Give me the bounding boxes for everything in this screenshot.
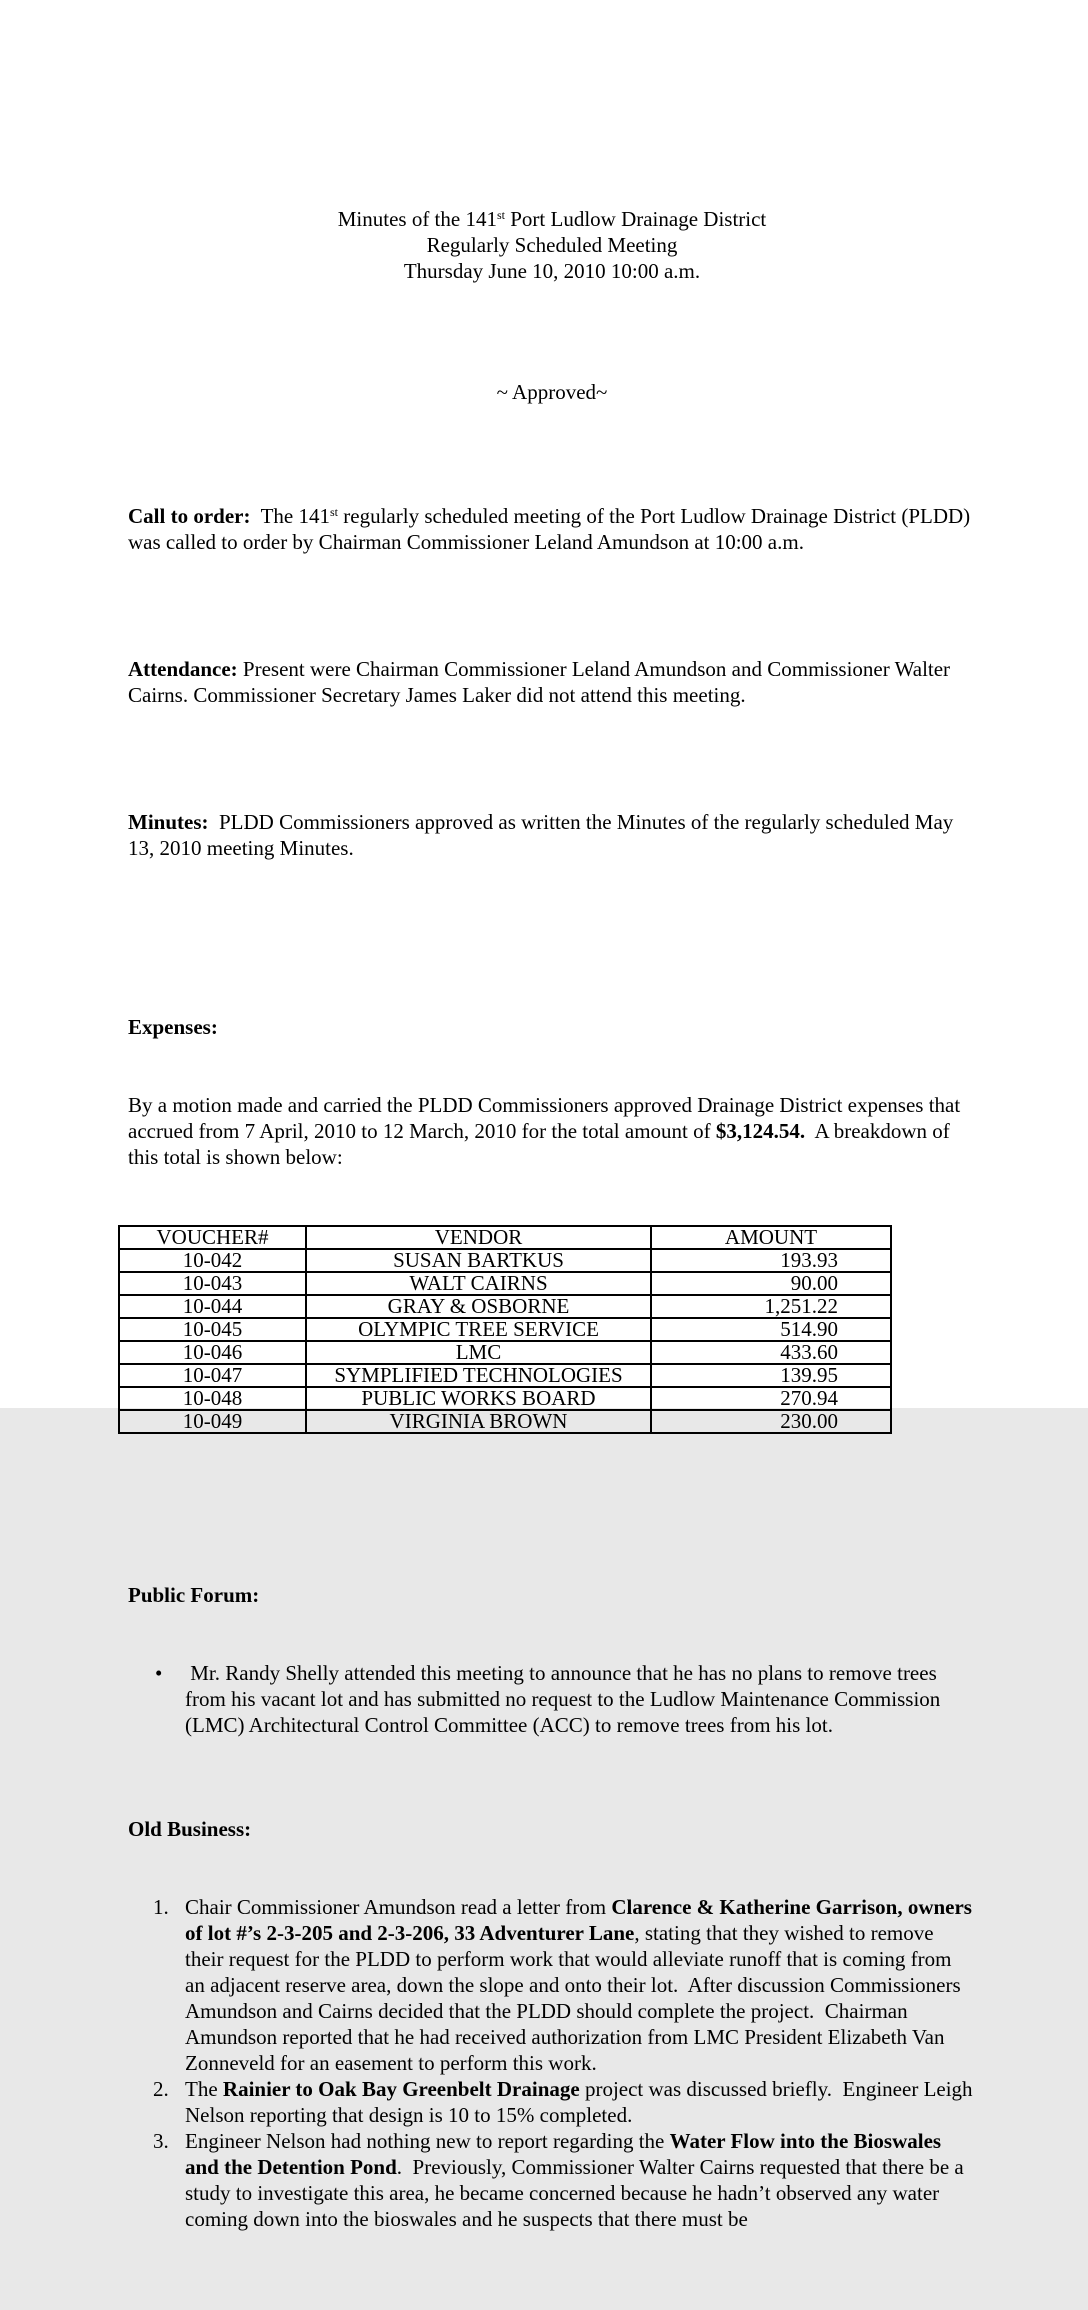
voucher-cell: 10-047 [119, 1364, 306, 1387]
text-run: project was discussed briefly. Engineer Leigh Nelson reporting that design is 10 to 15% completed. [185, 2077, 978, 2127]
amount-cell: 270.94 [651, 1387, 891, 1410]
attendance-paragraph [128, 656, 976, 708]
text-run: Call to order: [128, 504, 251, 528]
table-row [119, 1341, 891, 1364]
expenses-section [128, 962, 976, 1504]
public-forum-heading [128, 1582, 976, 1608]
column-header: VOUCHER# [119, 1226, 306, 1249]
table-row [119, 1249, 891, 1272]
call-to-order-paragraph [128, 503, 976, 555]
text-run: A breakdown of this total is shown below: [128, 1119, 956, 1169]
text-run: Minutes: [128, 810, 209, 834]
title-line [128, 232, 976, 258]
text-run: Present were Chairman Commissioner Leland Amundson and Commissioner Walter Cairns. Commissioner Secretary James Laker did not attend this meeting. [128, 657, 956, 707]
vendor-cell: OLYMPIC TREE SERVICE [306, 1318, 651, 1341]
table-row [119, 1318, 891, 1341]
voucher-cell: 10-042 [119, 1249, 306, 1272]
vendor-cell: PUBLIC WORKS BOARD [306, 1387, 651, 1410]
text-run: Old Business: [128, 1817, 252, 1841]
table-row [119, 1410, 891, 1433]
old-business-list [128, 1894, 976, 2232]
expenses-heading [128, 1014, 976, 1040]
text-run: $3,124.54. [715, 1119, 806, 1143]
column-header: VENDOR [306, 1226, 651, 1249]
approved-line [128, 379, 976, 405]
voucher-cell: 10-048 [119, 1387, 306, 1410]
table-row [119, 1364, 891, 1387]
amount-cell: 230.00 [651, 1410, 891, 1433]
table-row [119, 1387, 891, 1410]
number-marker: 3. [153, 2129, 169, 2153]
list-item [128, 2128, 976, 2232]
title-line [128, 258, 976, 284]
old-business-heading [128, 1816, 976, 1842]
document-title [128, 206, 976, 284]
voucher-cell: 10-043 [119, 1272, 306, 1295]
text-run: Minutes of the 141 [337, 207, 497, 231]
amount-cell: 1,251.22 [651, 1295, 891, 1318]
number-marker: 2. [153, 2077, 169, 2101]
text-run: st [496, 208, 505, 222]
list-item [128, 1660, 976, 1738]
voucher-cell: 10-044 [119, 1295, 306, 1318]
text-run: By a motion made and carried the PLDD Commissioners approved Drainage District expenses that accrued from 7 April, 2010 to 12 March, 2010 for the total amount of [128, 1093, 966, 1143]
text-run: . Previously, Commissioner Walter Cairns requested that there be a study to investigate this area, he became concerned because he hadn’t observed any water coming down into the bioswales and he suspects that there must be [185, 2155, 969, 2231]
vendor-cell: WALT CAIRNS [306, 1272, 651, 1295]
number-marker: 1. [153, 1895, 169, 1919]
voucher-cell: 10-049 [119, 1410, 306, 1433]
bullet-marker: • [155, 1661, 163, 1685]
document-content [128, 128, 976, 2310]
text-run: , stating that they wished to remove their request for the PLDD to perform work that would alleviate runoff that is coming from an adjacent reserve area, down the slope and onto their lot. After discussion Commissioners Amundson and Cairns decided that the PLDD should complete the project. Chairman Amundson reported that he had received authorization from LMC President Elizabeth Van Zonneveld for an easement to perform this work. [185, 1921, 965, 2075]
text-run: Attendance: [128, 657, 238, 681]
voucher-cell: 10-045 [119, 1318, 306, 1341]
text-run: Thursday June 10, 2010 10:00 a.m. [403, 259, 701, 283]
text-run: Mr. Randy Shelly attended this meeting to announce that he has no plans to remove trees from his vacant lot and has submitted no request to the Ludlow Maintenance Commission (LMC) Architectural Control Committee (ACC) to remove trees from his lot. [185, 1661, 946, 1737]
text-run: Chair Commissioner Amundson read a letter from [185, 1895, 612, 1919]
amount-cell: 90.00 [651, 1272, 891, 1295]
vendor-cell: LMC [306, 1341, 651, 1364]
table-row [119, 1272, 891, 1295]
text-run: Engineer Nelson had nothing new to report regarding the [185, 2129, 670, 2153]
text-run: Expenses: [128, 1015, 218, 1039]
text-run: Public Forum: [128, 1583, 260, 1607]
table-header-row [119, 1226, 891, 1249]
text-run: Rainier to Oak Bay Greenbelt Drainage [222, 2077, 580, 2101]
amount-cell: 193.93 [651, 1249, 891, 1272]
list-item-text [185, 2077, 978, 2127]
text-run: Regularly Scheduled Meeting [426, 233, 678, 257]
column-header: AMOUNT [651, 1226, 891, 1249]
public-forum-list [128, 1660, 976, 1738]
vendor-cell: VIRGINIA BROWN [306, 1410, 651, 1433]
amount-cell: 514.90 [651, 1318, 891, 1341]
list-item-text [185, 2129, 969, 2231]
text-run: The 141 [250, 504, 330, 528]
amount-cell: 139.95 [651, 1364, 891, 1387]
text-run: ~ Approved~ [496, 380, 608, 404]
text-run: Clarence & Katherine Garrison, owners of lot #’s 2-3-205 and 2-3-206, 33 Adventurer Lane [185, 1895, 978, 1945]
vendor-cell: SYMPLIFIED TECHNOLOGIES [306, 1364, 651, 1387]
list-item [128, 2076, 976, 2128]
minutes-paragraph [128, 809, 976, 861]
text-run: The [185, 2077, 223, 2101]
list-item-text [185, 1895, 977, 2075]
title-line [128, 206, 976, 232]
text-run: regularly scheduled meeting of the Port Ludlow Drainage District (PLDD) was called to order by Chairman Commissioner Leland Amundson at 10:00 a.m. [128, 504, 976, 554]
list-item [128, 1894, 976, 2076]
table-row [119, 1295, 891, 1318]
expenses-body [128, 1092, 976, 1170]
voucher-cell: 10-046 [119, 1341, 306, 1364]
vendor-cell: GRAY & OSBORNE [306, 1295, 651, 1318]
expense-table [118, 1225, 892, 1434]
vendor-cell: SUSAN BARTKUS [306, 1249, 651, 1272]
text-run: PLDD Commissioners approved as written the Minutes of the regularly scheduled May 13, 2010 meeting Minutes. [128, 810, 959, 860]
list-item-text [185, 1661, 946, 1737]
text-run: Port Ludlow Drainage District [504, 207, 767, 231]
text-run: Water Flow into the Bioswales and the Detention Pond [185, 2129, 947, 2179]
amount-cell: 433.60 [651, 1341, 891, 1364]
text-run: st [330, 505, 339, 519]
